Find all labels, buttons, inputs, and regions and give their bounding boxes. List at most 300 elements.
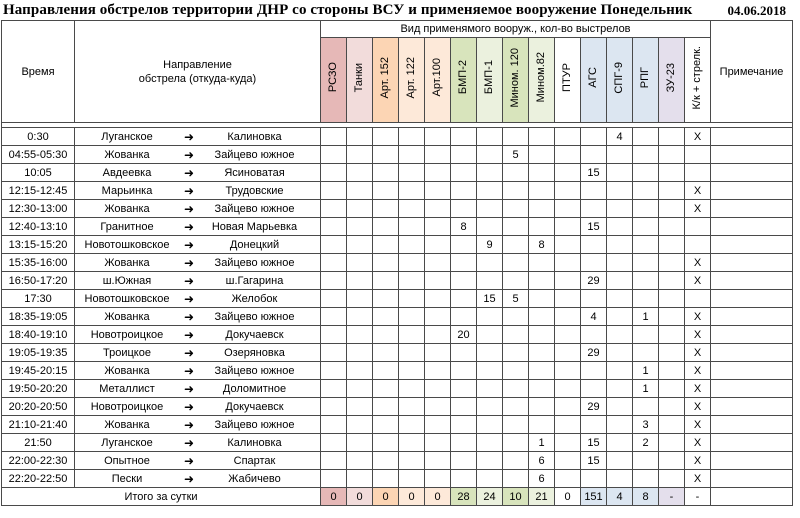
weapon-value-cell: X — [685, 344, 711, 362]
weapon-value-cell — [347, 146, 373, 164]
weapon-value-cell — [659, 434, 685, 452]
direction-from: Жованка — [104, 256, 150, 269]
weapon-value-cell — [321, 182, 347, 200]
direction-from: Металлист — [99, 382, 155, 395]
weapon-value-cell — [347, 470, 373, 488]
weapon-value-cell: X — [685, 326, 711, 344]
weapon-value-cell — [659, 344, 685, 362]
weapon-value-cell — [347, 236, 373, 254]
weapon-value-cell — [399, 362, 425, 380]
total-value-cell: 28 — [451, 488, 477, 506]
weapon-value-cell: X — [685, 380, 711, 398]
time-header: Время — [2, 21, 75, 123]
weapon-header-label: АГС — [587, 67, 599, 88]
note-header: Примечание — [711, 21, 793, 123]
weapon-value-cell — [633, 344, 659, 362]
table-row — [2, 326, 793, 344]
direction-cell — [75, 146, 321, 164]
weapon-value-cell — [373, 182, 399, 200]
time-cell: 10:05 — [2, 164, 75, 182]
time-cell: 13:15-15:20 — [2, 236, 75, 254]
weapon-value-cell — [347, 416, 373, 434]
weapon-value-cell — [451, 452, 477, 470]
weapon-value-cell — [321, 470, 347, 488]
weapon-value-cell — [373, 308, 399, 326]
weapon-value-cell — [685, 164, 711, 182]
weapon-header-13 — [659, 38, 685, 123]
weapon-value-cell — [685, 290, 711, 308]
weapon-value-cell — [425, 434, 451, 452]
weapon-value-cell — [529, 416, 555, 434]
weapon-value-cell — [451, 416, 477, 434]
weapon-value-cell — [451, 254, 477, 272]
weapon-value-cell — [659, 398, 685, 416]
weapon-value-cell — [581, 200, 607, 218]
weapon-value-cell — [451, 146, 477, 164]
direction-to: Зайцево южное — [214, 364, 295, 377]
weapon-value-cell — [373, 254, 399, 272]
arrow-right-icon: ➜ — [183, 417, 195, 432]
weapon-value-cell — [425, 380, 451, 398]
weapon-value-cell — [347, 308, 373, 326]
table-row — [2, 344, 793, 362]
time-cell: 22:20-22:50 — [2, 470, 75, 488]
weapon-value-cell — [321, 362, 347, 380]
table-row — [2, 146, 793, 164]
weapon-value-cell — [399, 434, 425, 452]
weapon-value-cell — [607, 416, 633, 434]
weapon-value-cell: 29 — [581, 344, 607, 362]
weapon-value-cell — [347, 218, 373, 236]
note-cell — [711, 470, 793, 488]
arrow-right-icon: ➜ — [183, 129, 195, 144]
direction-cell — [75, 164, 321, 182]
weapon-value-cell — [425, 398, 451, 416]
weapon-value-cell — [425, 164, 451, 182]
weapon-value-cell — [659, 470, 685, 488]
weapon-value-cell — [321, 308, 347, 326]
note-cell — [711, 398, 793, 416]
weapon-value-cell: 5 — [503, 290, 529, 308]
weapon-value-cell — [607, 470, 633, 488]
weapon-value-cell — [581, 362, 607, 380]
weapon-value-cell — [529, 218, 555, 236]
weapon-value-cell — [373, 236, 399, 254]
weapon-header-label: БМП-2 — [457, 60, 469, 95]
weapon-value-cell: X — [685, 434, 711, 452]
weapon-value-cell: X — [685, 470, 711, 488]
weapon-value-cell: 2 — [633, 434, 659, 452]
direction-from: Луганское — [101, 130, 153, 143]
weapon-value-cell — [529, 398, 555, 416]
direction-from: Марьинка — [101, 184, 153, 197]
weapon-value-cell — [607, 272, 633, 290]
weapon-header-5 — [451, 38, 477, 123]
weapon-header-label: Мином.82 — [535, 52, 547, 103]
weapon-value-cell — [555, 272, 581, 290]
table-row — [2, 254, 793, 272]
arrow-right-icon: ➜ — [183, 165, 195, 180]
weapon-value-cell — [555, 236, 581, 254]
direction-from: Жованка — [104, 418, 150, 431]
weapon-value-cell — [581, 290, 607, 308]
weapon-value-cell — [373, 200, 399, 218]
weapon-value-cell: X — [685, 416, 711, 434]
weapon-value-cell: X — [685, 272, 711, 290]
weapon-value-cell — [477, 326, 503, 344]
page-title: Направления обстрелов территории ДНР со стороны ВСУ и применяемое вооружение Понедельник — [3, 2, 693, 18]
weapon-value-cell — [451, 344, 477, 362]
weapon-value-cell — [503, 128, 529, 146]
direction-from: Жованка — [104, 310, 150, 323]
weapon-value-cell — [529, 290, 555, 308]
weapon-value-cell — [477, 362, 503, 380]
weapon-value-cell — [633, 326, 659, 344]
weapon-value-cell — [477, 272, 503, 290]
weapon-value-cell — [373, 128, 399, 146]
weapon-value-cell — [321, 380, 347, 398]
weapon-value-cell — [425, 308, 451, 326]
weapon-value-cell — [555, 326, 581, 344]
direction-header-line1: Направление — [163, 58, 232, 71]
weapon-value-cell — [373, 362, 399, 380]
weapon-value-cell — [425, 128, 451, 146]
weapon-value-cell — [451, 470, 477, 488]
weapon-header-4 — [425, 38, 451, 123]
table-row — [2, 200, 793, 218]
weapon-value-cell — [659, 146, 685, 164]
weapon-value-cell — [529, 164, 555, 182]
weapon-value-cell — [659, 236, 685, 254]
weapon-value-cell — [321, 254, 347, 272]
time-cell: 19:50-20:20 — [2, 380, 75, 398]
weapon-header-7 — [503, 38, 529, 123]
weapon-value-cell — [347, 452, 373, 470]
weapon-value-cell — [451, 434, 477, 452]
direction-to: Калиновка — [227, 436, 282, 449]
weapon-value-cell — [581, 326, 607, 344]
table-row — [2, 416, 793, 434]
weapon-value-cell — [477, 146, 503, 164]
weapon-header-12 — [633, 38, 659, 123]
weapon-header-3 — [399, 38, 425, 123]
arrow-right-icon: ➜ — [183, 183, 195, 198]
time-cell: 0:30 — [2, 128, 75, 146]
weapon-value-cell — [399, 326, 425, 344]
total-value-cell: 10 — [503, 488, 529, 506]
weapon-value-cell — [503, 452, 529, 470]
weapon-value-cell — [477, 200, 503, 218]
weapon-value-cell — [425, 416, 451, 434]
time-cell: 19:45-20:15 — [2, 362, 75, 380]
weapon-value-cell — [659, 416, 685, 434]
note-cell — [711, 254, 793, 272]
weapon-value-cell — [347, 326, 373, 344]
note-cell — [711, 308, 793, 326]
weapon-value-cell — [555, 398, 581, 416]
arrow-right-icon: ➜ — [183, 363, 195, 378]
weapon-value-cell — [555, 452, 581, 470]
direction-cell — [75, 200, 321, 218]
direction-to: Новая Марьевка — [211, 220, 298, 233]
weapon-value-cell — [607, 344, 633, 362]
direction-from: Жованка — [104, 202, 150, 215]
note-cell — [711, 434, 793, 452]
weapon-value-cell — [399, 254, 425, 272]
direction-cell — [75, 362, 321, 380]
direction-from: Пески — [111, 472, 143, 485]
arrow-right-icon: ➜ — [183, 219, 195, 234]
time-cell: 12:40-13:10 — [2, 218, 75, 236]
weapon-value-cell: X — [685, 452, 711, 470]
weapon-value-cell — [425, 362, 451, 380]
direction-cell — [75, 398, 321, 416]
arrow-right-icon: ➜ — [183, 291, 195, 306]
weapon-value-cell: 6 — [529, 452, 555, 470]
weapon-value-cell — [607, 308, 633, 326]
weapon-header-label: К/к + стрелк. — [691, 45, 703, 110]
weapon-value-cell — [347, 272, 373, 290]
weapon-value-cell — [659, 290, 685, 308]
weapon-value-cell — [451, 272, 477, 290]
direction-cell — [75, 452, 321, 470]
weapon-value-cell — [607, 164, 633, 182]
weapon-header-label: Арт. 122 — [405, 56, 417, 99]
weapon-value-cell — [373, 416, 399, 434]
weapon-header-1 — [347, 38, 373, 123]
weapon-value-cell — [477, 380, 503, 398]
note-cell — [711, 128, 793, 146]
weapon-value-cell — [399, 470, 425, 488]
weapon-value-cell — [633, 182, 659, 200]
direction-from: Новотроицкое — [90, 328, 164, 341]
note-cell — [711, 164, 793, 182]
report-date: 04.06.2018 — [727, 3, 786, 18]
weapon-value-cell — [503, 308, 529, 326]
weapon-value-cell — [555, 308, 581, 326]
arrow-right-icon: ➜ — [183, 309, 195, 324]
arrow-right-icon: ➜ — [183, 471, 195, 486]
weapon-value-cell — [347, 200, 373, 218]
weapon-value-cell — [373, 434, 399, 452]
note-cell — [711, 344, 793, 362]
weapon-header-label: СПГ-9 — [613, 61, 625, 94]
weapon-value-cell — [659, 182, 685, 200]
direction-cell — [75, 344, 321, 362]
weapon-value-cell — [555, 218, 581, 236]
weapon-value-cell: X — [685, 362, 711, 380]
direction-cell — [75, 290, 321, 308]
weapon-value-cell — [659, 362, 685, 380]
note-cell — [711, 380, 793, 398]
weapon-value-cell — [555, 146, 581, 164]
weapon-value-cell — [633, 254, 659, 272]
weapon-value-cell — [633, 164, 659, 182]
direction-to: Зайцево южное — [214, 256, 295, 269]
weapon-value-cell — [477, 452, 503, 470]
weapon-value-cell — [347, 290, 373, 308]
table-row — [2, 128, 793, 146]
weapon-value-cell — [555, 182, 581, 200]
direction-from: Жованка — [104, 364, 150, 377]
weapon-value-cell — [659, 308, 685, 326]
direction-from: ш.Южная — [102, 274, 152, 287]
note-cell — [711, 416, 793, 434]
total-value-cell: 0 — [555, 488, 581, 506]
weapon-value-cell — [373, 164, 399, 182]
weapon-value-cell — [321, 344, 347, 362]
time-cell: 04:55-05:30 — [2, 146, 75, 164]
weapon-value-cell — [503, 380, 529, 398]
weapon-header-0 — [321, 38, 347, 123]
table-row — [2, 308, 793, 326]
weapon-value-cell — [347, 164, 373, 182]
direction-to: Жабичево — [228, 472, 281, 485]
note-cell — [711, 182, 793, 200]
weapon-value-cell: 4 — [581, 308, 607, 326]
note-cell — [711, 146, 793, 164]
weapon-header-11 — [607, 38, 633, 123]
total-value-cell: - — [659, 488, 685, 506]
weapon-value-cell — [399, 128, 425, 146]
weapon-value-cell — [633, 272, 659, 290]
weapon-value-cell — [633, 398, 659, 416]
direction-cell — [75, 128, 321, 146]
weapon-value-cell — [555, 200, 581, 218]
weapon-value-cell — [503, 272, 529, 290]
weapon-header-8 — [529, 38, 555, 123]
weapon-value-cell — [607, 326, 633, 344]
direction-to: ш.Гагарина — [225, 274, 284, 287]
weapon-value-cell — [607, 380, 633, 398]
weapon-value-cell — [373, 272, 399, 290]
time-cell: 18:40-19:10 — [2, 326, 75, 344]
direction-from: Новотошковское — [84, 238, 170, 251]
weapon-value-cell — [659, 452, 685, 470]
direction-from: Троицкое — [103, 346, 151, 359]
weapon-value-cell — [555, 164, 581, 182]
direction-header — [75, 21, 321, 123]
weapon-value-cell — [607, 182, 633, 200]
time-cell: 21:50 — [2, 434, 75, 452]
total-value-cell: 0 — [321, 488, 347, 506]
weapon-value-cell — [581, 416, 607, 434]
weapon-value-cell — [659, 200, 685, 218]
weapon-value-cell — [399, 308, 425, 326]
weapon-value-cell — [321, 128, 347, 146]
weapon-value-cell: 3 — [633, 416, 659, 434]
weapon-value-cell — [555, 290, 581, 308]
weapon-value-cell: 4 — [607, 128, 633, 146]
weapon-value-cell — [503, 470, 529, 488]
direction-to: Докучаевск — [225, 328, 284, 341]
weapon-value-cell — [399, 236, 425, 254]
weapon-value-cell — [529, 128, 555, 146]
weapon-value-cell — [607, 362, 633, 380]
weapon-value-cell: 1 — [633, 362, 659, 380]
weapon-value-cell — [503, 236, 529, 254]
time-cell: 12:30-13:00 — [2, 200, 75, 218]
time-cell: 22:00-22:30 — [2, 452, 75, 470]
weapon-value-cell — [347, 398, 373, 416]
direction-to: Зайцево южное — [214, 418, 295, 431]
weapon-value-cell: 8 — [529, 236, 555, 254]
shelling-table — [1, 20, 793, 506]
weapon-value-cell — [633, 290, 659, 308]
note-cell — [711, 200, 793, 218]
direction-to: Желобок — [231, 292, 278, 305]
time-cell: 12:15-12:45 — [2, 182, 75, 200]
direction-to: Зайцево южное — [214, 310, 295, 323]
weapon-value-cell — [399, 416, 425, 434]
weapon-header-label: ЗУ-23 — [665, 62, 677, 93]
weapon-header-label: Танки — [353, 62, 365, 93]
weapon-value-cell — [503, 182, 529, 200]
weapon-value-cell — [425, 218, 451, 236]
weapon-value-cell: 1 — [633, 380, 659, 398]
weapon-value-cell — [581, 380, 607, 398]
direction-cell — [75, 326, 321, 344]
total-value-cell: 151 — [581, 488, 607, 506]
table-body — [2, 21, 793, 506]
weapon-value-cell — [321, 218, 347, 236]
weapon-value-cell — [425, 272, 451, 290]
weapon-value-cell — [347, 128, 373, 146]
time-cell: 18:35-19:05 — [2, 308, 75, 326]
weapon-value-cell — [581, 146, 607, 164]
weapon-value-cell — [451, 398, 477, 416]
weapon-value-cell — [321, 326, 347, 344]
table-row — [2, 272, 793, 290]
weapon-value-cell: 15 — [581, 218, 607, 236]
note-cell — [711, 290, 793, 308]
weapon-value-cell — [633, 452, 659, 470]
weapon-value-cell — [685, 236, 711, 254]
weapon-value-cell — [581, 182, 607, 200]
direction-to: Озеряновка — [224, 346, 285, 359]
arrow-right-icon: ➜ — [183, 327, 195, 342]
direction-to: Докучаевск — [225, 400, 284, 413]
weapon-header-label: РПГ — [639, 66, 651, 89]
time-cell: 20:20-20:50 — [2, 398, 75, 416]
weapon-value-cell — [633, 128, 659, 146]
weapon-value-cell — [373, 470, 399, 488]
weapon-value-cell: X — [685, 398, 711, 416]
weapon-value-cell — [451, 200, 477, 218]
weapon-value-cell — [633, 200, 659, 218]
weapon-value-cell — [451, 362, 477, 380]
weapon-value-cell — [659, 272, 685, 290]
weapon-value-cell — [659, 164, 685, 182]
weapon-value-cell — [529, 326, 555, 344]
total-value-cell: 8 — [633, 488, 659, 506]
weapon-value-cell — [399, 146, 425, 164]
time-cell: 15:35-16:00 — [2, 254, 75, 272]
weapon-value-cell — [607, 434, 633, 452]
weapon-header-2 — [373, 38, 399, 123]
weapon-value-cell: 1 — [633, 308, 659, 326]
weapon-value-cell — [425, 236, 451, 254]
arrow-right-icon: ➜ — [183, 399, 195, 414]
table-row — [2, 434, 793, 452]
total-value-cell: 21 — [529, 488, 555, 506]
direction-to: Зайцево южное — [214, 202, 295, 215]
weapon-value-cell: 15 — [581, 164, 607, 182]
direction-from: Авдеевка — [102, 166, 152, 179]
weapon-value-cell — [425, 290, 451, 308]
time-cell: 16:50-17:20 — [2, 272, 75, 290]
weapon-value-cell — [555, 344, 581, 362]
